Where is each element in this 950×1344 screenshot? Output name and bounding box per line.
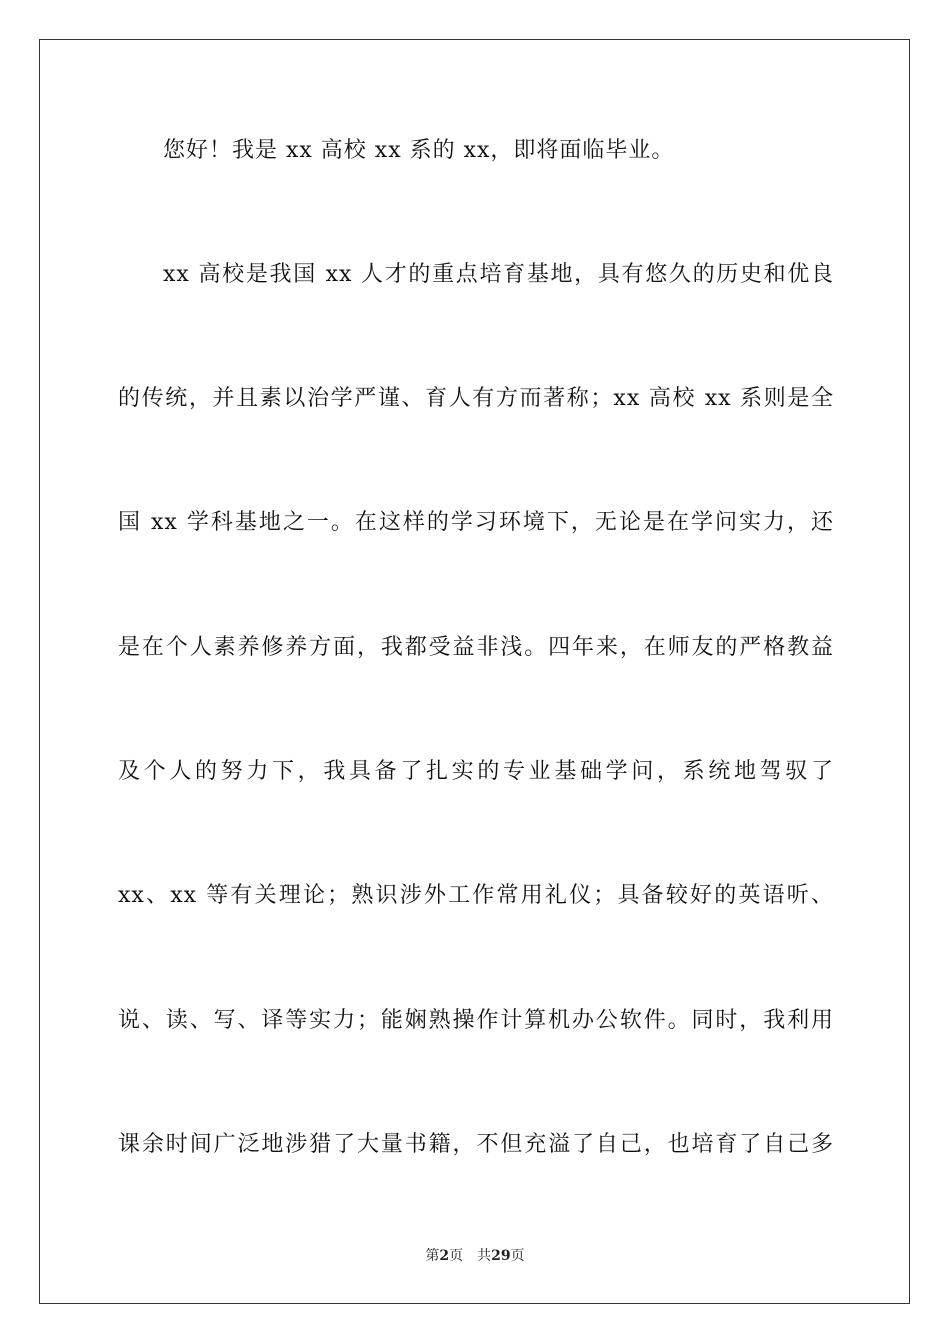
body-text-line: xx 高校是我国 xx 人才的重点培育基地，具有悠久的历史和优良: [163, 262, 834, 287]
body-text-line: 及个人的努力下，我具备了扎实的专业基础学问，系统地驾驭了: [118, 759, 834, 784]
footer-total-suffix: 页: [510, 1248, 525, 1264]
footer-page-prefix: 第: [425, 1248, 440, 1264]
body-text-line: 的传统，并且素以治学严谨、育人有方而著称；xx 高校 xx 系则是全: [118, 386, 834, 411]
page-frame: [39, 39, 910, 1304]
body-text-line: 是在个人素养修养方面，我都受益非浅。四年来，在师友的严格教益: [118, 635, 834, 660]
footer-total-prefix: 共: [477, 1248, 492, 1264]
footer-total-pages: 29: [491, 1248, 511, 1264]
body-text-line: 您好！我是 xx 高校 xx 系的 xx，即将面临毕业。: [163, 138, 675, 163]
body-text-line: 说、读、写、译等实力；能娴熟操作计算机办公软件。同时，我利用: [118, 1008, 834, 1033]
body-text-line: 国 xx 学科基地之一。在这样的学习环境下，无论是在学问实力，还: [118, 510, 834, 535]
page-footer: [0, 1246, 950, 1266]
footer-page-suffix: 页: [449, 1248, 464, 1264]
body-text-line: 课余时间广泛地涉猎了大量书籍，不但充溢了自己，也培育了自己多: [118, 1132, 834, 1157]
body-text-line: xx、xx 等有关理论；熟识涉外工作常用礼仪；具备较好的英语听、: [118, 883, 834, 908]
footer-page-number: 2: [439, 1248, 450, 1264]
